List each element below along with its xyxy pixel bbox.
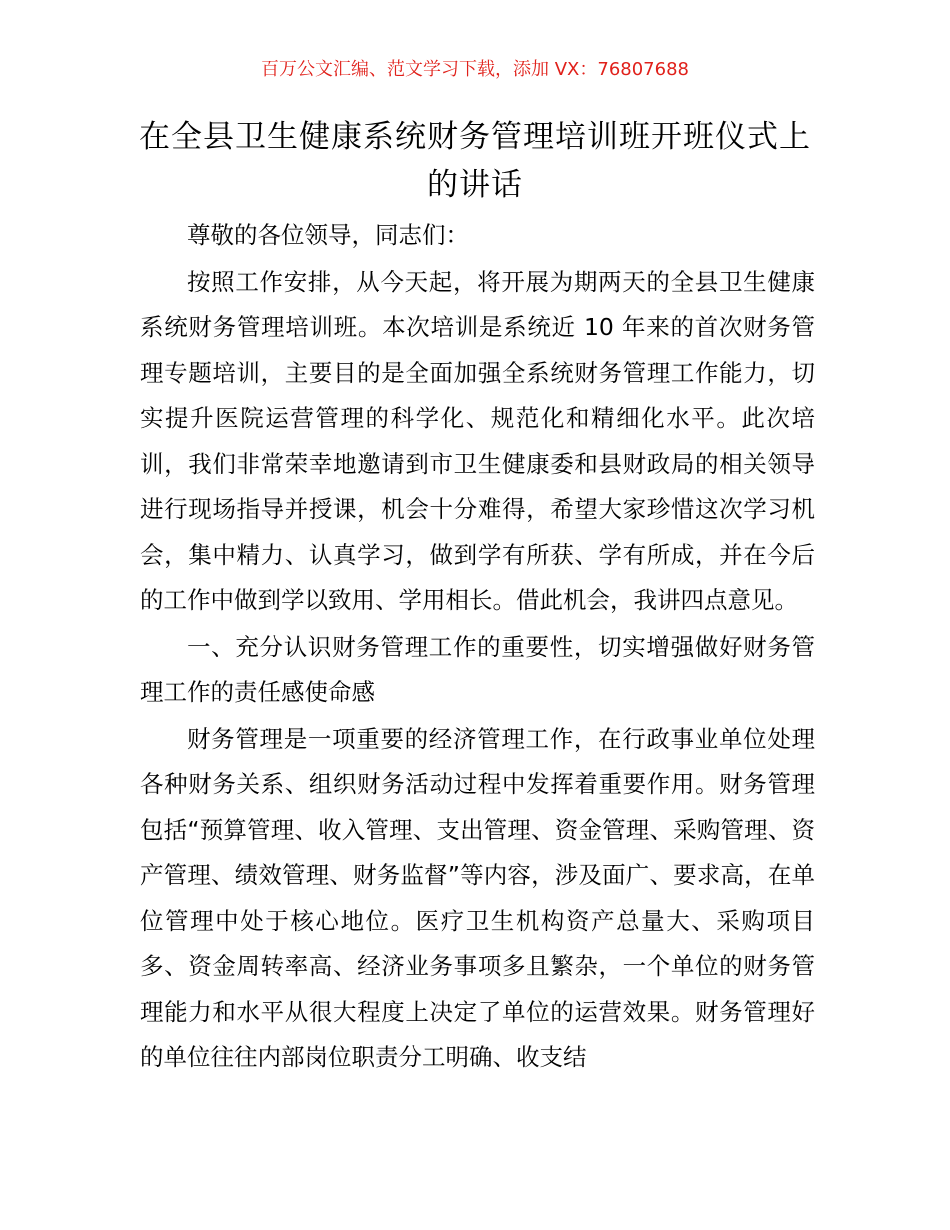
paragraph: 财务管理是一项重要的经济管理工作，在行政事业单位处理各种财务关系、组织财务活动过程中发挥着重要作用。财务管理包括“预算管理、收入管理、支出管理、资金管理、采购管理、资产管理、绩效管理、财务监督”等内容，涉及面广、要求高，在单位管理中处于核心地位。医疗卫生机构资产总量大、采购项目多、资金周转率高、经济业务事项多且繁杂，一个单位的财务管理能力和水平从很大程度上决定了单位的运营效果。财务管理好的单位往往内部岗位职责分工明确、收支结 xyxy=(140,724,815,1071)
greeting: 尊敬的各位领导，同志们： xyxy=(187,221,469,249)
section-heading: 一、充分认识财务管理工作的重要性，切实增强做好财务管理工作的责任感使命感 xyxy=(140,632,815,706)
paragraph: 按照工作安排，从今天起，将开展为期两天的全县卫生健康系统财务管理培训班。本次培训是系统近 10 年来的首次财务管理专题培训，主要目的是全面加强全系统财务管理工作能力，切实提升医院运营管理的科学化、规范化和精细化水平。此次培训，我们非常荣幸地邀请到市卫生健康委和县财政局的相关领导进行现场指导并授课，机会十分难得，希望大家珍惜这次学习机会，集中精力、认真学习，做到学有所获、学有所成，并在今后的工作中做到学以致用、学用相长。借此机会，我讲四点意见。 xyxy=(140,267,815,614)
document-body xyxy=(140,213,815,1082)
page-title: 在全县卫生健康系统财务管理培训班开班仪式上的讲话 xyxy=(139,119,811,203)
watermark-header: 百万公文汇编、范文学习下载，添加 VX：76807688 xyxy=(261,59,689,80)
